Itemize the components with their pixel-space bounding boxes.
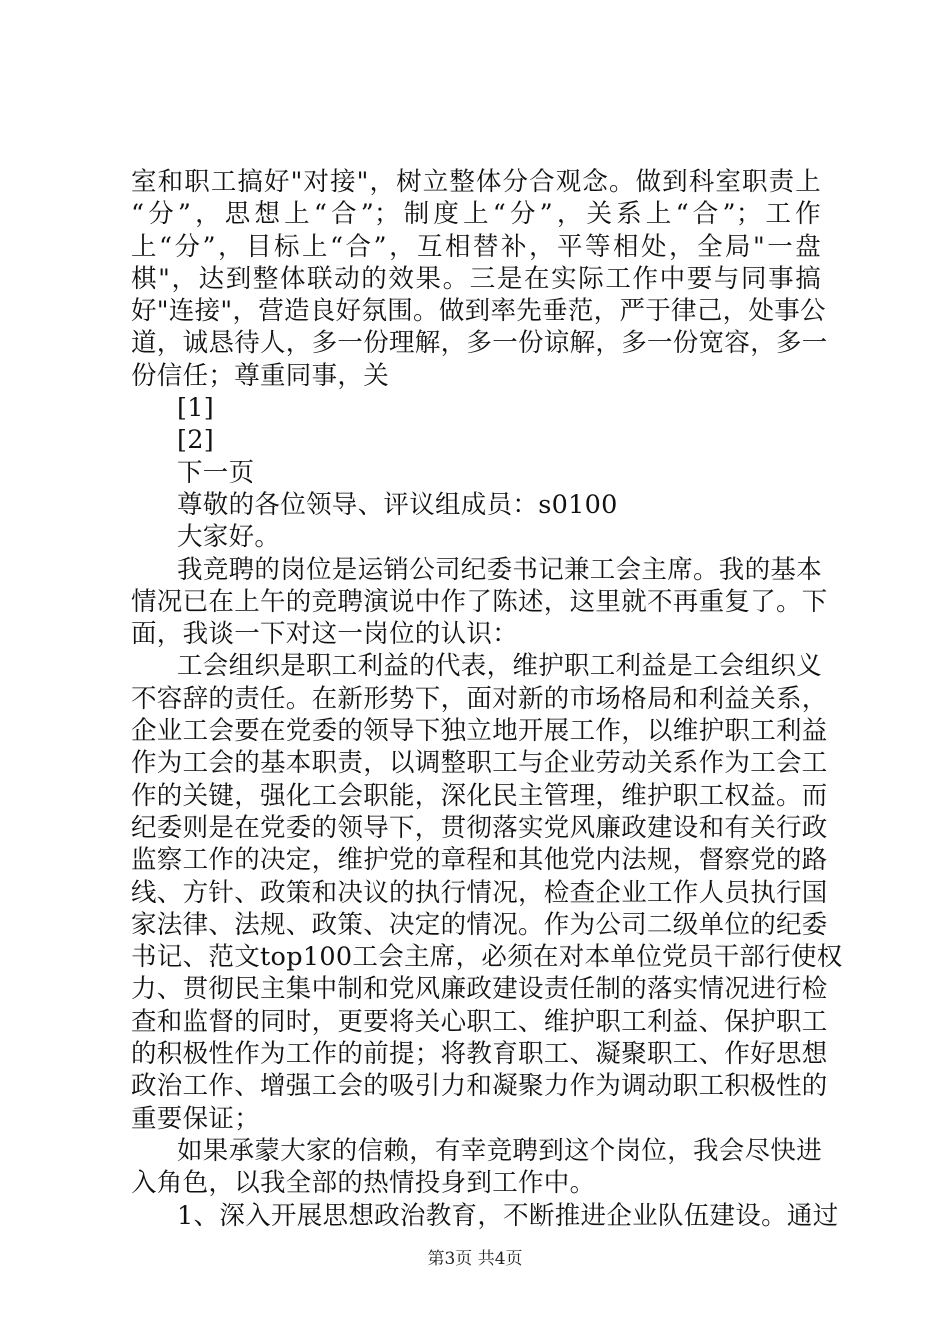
text-line: 棋"，达到整体联动的效果。三是在实际工作中要与同事搞: [131, 263, 821, 294]
text-line: 工会组织是职工利益的代表，维护职工利益是工会组织义: [177, 651, 823, 682]
text-line: 监察工作的决定，维护党的章程和其他党内法规，督察党的路: [131, 845, 828, 876]
text-line: 家法律、法规、政策、决定的情况。作为公司二级单位的纪委: [131, 909, 828, 940]
text-line: 入角色，以我全部的热情投身到工作中。: [131, 1168, 596, 1199]
text-line: 政治工作、增强工会的吸引力和凝聚力作为调动职工积极性的: [131, 1071, 828, 1102]
page-number-footer: 第3页 共4页: [427, 1249, 523, 1269]
document-body: [131, 166, 843, 1232]
greeting: 大家好。: [177, 522, 281, 553]
text-line: 纪委则是在党委的领导下，贯彻落实党风廉政建设和有关行政: [131, 812, 828, 843]
text-line: 好"连接"，营造良好氛围。做到率先垂范，严于律己，处事公: [131, 296, 826, 327]
text-line: 我竞聘的岗位是运销公司纪委书记兼工会主席。我的基本: [177, 554, 823, 585]
text-line: 线、方针、政策和决议的执行情况，检查企业工作人员执行国: [131, 877, 828, 908]
page-link-1[interactable]: [1]: [177, 393, 215, 424]
next-page-link[interactable]: 下一页: [177, 457, 255, 488]
text-line: 书记、范文top100工会主席，必须在对本单位党员干部行使权: [131, 942, 843, 973]
text-line: 企业工会要在党委的领导下独立地开展工作，以维护职工利益: [131, 716, 828, 747]
text-line: 1、深入开展思想政治教育，不断推进企业队伍建设。通过: [177, 1200, 839, 1231]
text-line: “分”，思想上“合”；制度上“分”，关系上“合”；工作: [131, 199, 821, 230]
text-line: 份信任；尊重同事，关: [131, 360, 390, 391]
text-line: 上“分”，目标上“合”，互相替补，平等相处，全局"一盘: [131, 231, 821, 262]
text-line: 重要保证；: [131, 1103, 261, 1134]
text-line: 情况已在上午的竞聘演说中作了陈述，这里就不再重复了。下: [131, 586, 828, 617]
text-line: 道，诚恳待人，多一份理解，多一份谅解，多一份宽容，多一: [131, 328, 828, 359]
text-line: 力、贯彻民主集中制和党风廉政建设责任制的落实情况进行检: [131, 974, 828, 1005]
text-line: 面，我谈一下对这一岗位的认识：: [131, 619, 519, 650]
text-line: 查和监督的同时，更要将关心职工、维护职工利益、保护职工: [131, 1006, 828, 1037]
salutation: 尊敬的各位领导、评议组成员：s0100: [177, 489, 618, 520]
text-line: 室和职工搞好"对接"，树立整体分合观念。做到科室职责上: [131, 167, 821, 197]
page-link-2[interactable]: [2]: [177, 425, 215, 456]
text-line: 不容辞的责任。在新形势下，面对新的市场格局和利益关系，: [131, 683, 828, 714]
text-line: 如果承蒙大家的信赖，有幸竞聘到这个岗位，我会尽快进: [177, 1135, 823, 1166]
text-line: 作的关键，强化工会职能，深化民主管理，维护职工权益。而: [131, 780, 828, 811]
text-line: 的积极性作为工作的前提；将教育职工、凝聚职工、作好思想: [131, 1039, 828, 1070]
text-line: 作为工会的基本职责，以调整职工与企业劳动关系作为工会工: [131, 748, 828, 779]
